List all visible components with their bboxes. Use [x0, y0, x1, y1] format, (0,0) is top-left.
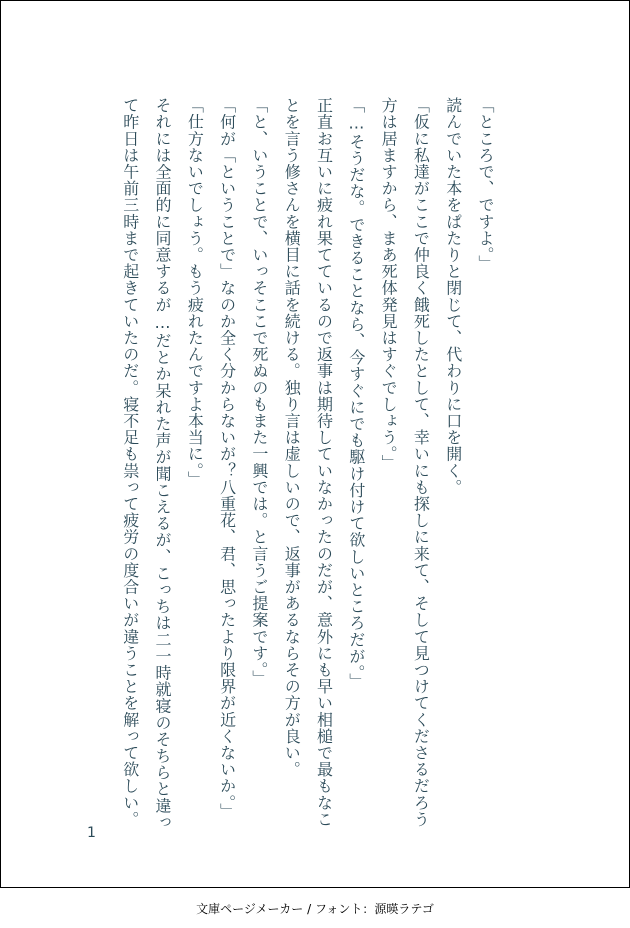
paragraph: 「ところで、ですよ。」 [476, 97, 495, 272]
footer-credit: 文庫ページメーカー / フォント：源暎ラテゴ [196, 902, 434, 916]
paragraph: 「と、いうことで、いっそここで死ぬのもまた一興では。と言うご提案です。」 [249, 97, 269, 687]
vertical-text-body [113, 97, 501, 835]
paragraph: 「仮に私達がここで仲良く餓死したとして、幸いにも探しに来て、そして見つけてくださるだろう方は居ますから、まあ死体発見はすぐでしょう。」 [379, 97, 431, 828]
paragraph: 「何が「ということで」なのか全く分からないが？八重花、君、思ったより限界が近くないか。」 [217, 97, 237, 820]
paragraph: 読んでいた本をぱたりと閉じて、代わりに口を開く。 [443, 97, 463, 496]
paragraph: 「…そうだな。できることなら、今すぐにでも駆け付けて欲しいところだが。」 [346, 97, 366, 690]
paragraph: 正直お互いに疲れ果てているので返事は期待していなかったのだが、意外にも早い相槌で最もなことを言う修さんを横目に話を続ける。独り言は虚しいので、返事があるならその方が良い。 [282, 97, 334, 828]
paragraph: 「仕方ないでしょう。もう疲れたんですよ本当に。」 [185, 97, 205, 488]
page-number: 1 [87, 825, 96, 841]
paragraph: それには全面的に同意するが…だとか呆れた声が聞こえるが、こっちは二一時就寝のそちらと違って昨日は午前三時まで起きていたのだ。寝不足も祟って疲労の度合いが違うことを解って欲しい。 [120, 97, 173, 831]
